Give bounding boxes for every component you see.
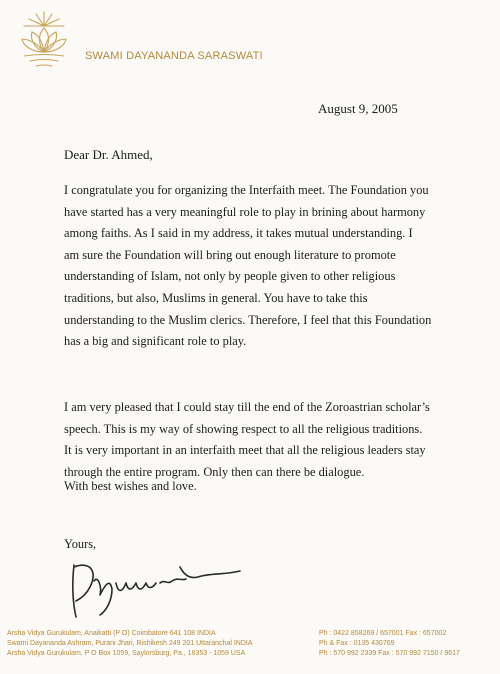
text-line: has a big and significant role to play.	[64, 334, 247, 349]
letterhead-name: SWAMI DAYANANDA SARASWATI	[85, 50, 263, 62]
letter-date: August 9, 2005	[318, 101, 398, 116]
address-line: Arsha Vidya Gurukulam, Anaikatti (P O) Coimbatore 641 108 INDIA	[7, 630, 216, 637]
phone-line: Ph : 0422 858269 / 657001 Fax : 657002	[319, 630, 447, 637]
text-line: I am very pleased that I could stay till the end of the Zoroastrian scholar’s	[64, 400, 430, 414]
body-paragraph-2	[64, 397, 484, 483]
text-line: traditions, but also, Muslims in general. You have to take this	[64, 290, 368, 305]
sign-off: Yours,	[64, 537, 97, 551]
text-line: It is very important in an interfaith meet that all the religious leaders stay	[64, 443, 426, 458]
text-line: understanding of Islam, not only by people given to other religious	[64, 269, 396, 284]
letterhead-footer	[0, 629, 500, 674]
text-line: among faiths. As I said in my address, it takes mutual understanding. I	[64, 226, 413, 241]
text-line: through the entire program. Only then can there be dialogue.	[64, 464, 365, 479]
phone-line: Ph & Fax : 0135 430769	[319, 640, 395, 648]
text-line: speech. This is my way of showing respect to all the religious traditions.	[64, 421, 423, 436]
address-line: Swami Dayananda Ashram, Purani Jhari, Rishikesh 249 201 Uttaranchal INDIA	[7, 640, 253, 648]
handwritten-signature	[60, 545, 260, 621]
phone-line: Ph : 570 992 2339 Fax : 570 992 7150 / 9617	[319, 650, 460, 658]
text-line: have started has a very meaningful role to play in brining about harmony	[64, 204, 426, 219]
closing-line: With best wishes and love.	[64, 479, 197, 493]
footer-phones	[319, 629, 460, 660]
address-line: Arsha Vidya Gurukulam, P O Box 1059, Saylorsburg, Pa., 18353 - 1059 USA	[7, 650, 246, 658]
lotus-icon	[14, 6, 74, 70]
salutation: Dear Dr. Ahmed,	[64, 147, 153, 162]
text-line: I congratulate you for organizing the Interfaith meet. The Foundation you	[64, 183, 429, 197]
footer-addresses	[7, 629, 253, 660]
text-line: am sure the Foundation will bring out enough literature to promote	[64, 247, 396, 262]
body-paragraph-1	[64, 180, 484, 353]
text-line: understanding to the Muslim clerics. Therefore, I feel that this Foundation	[64, 312, 432, 327]
